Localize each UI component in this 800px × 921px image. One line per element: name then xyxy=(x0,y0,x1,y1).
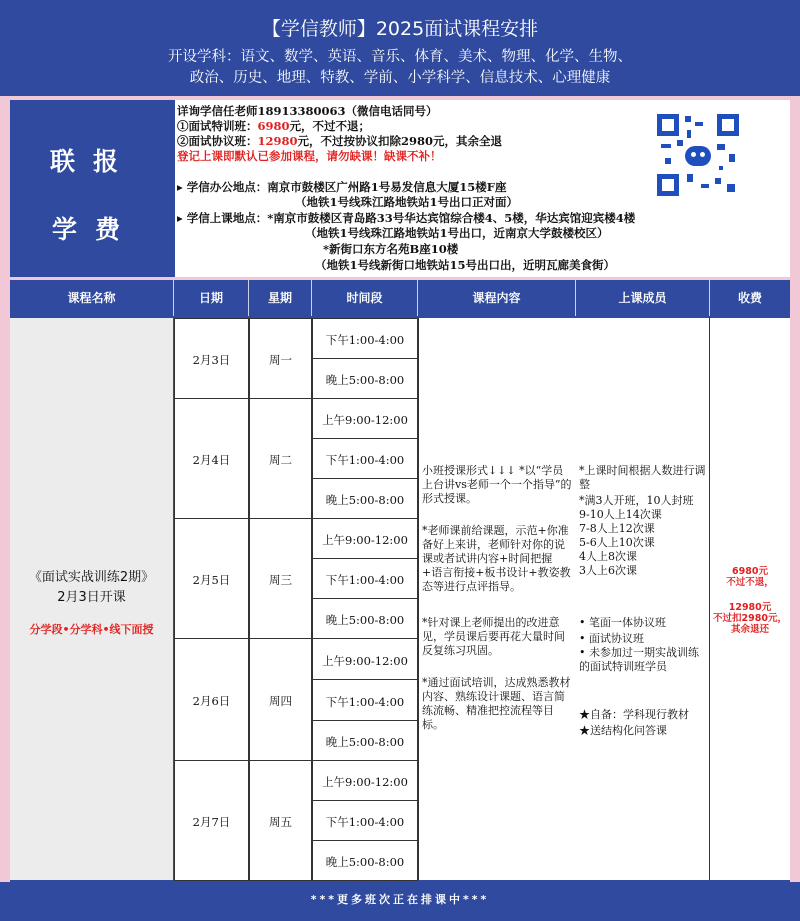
fee-cell xyxy=(710,318,790,880)
members-line: *满3人开班，10人封班 xyxy=(579,494,694,507)
members-line: • 面试协议班 xyxy=(579,632,644,645)
members-line: 7-8人上12次课 xyxy=(579,522,655,535)
members-cell xyxy=(576,318,710,880)
members-line: 9-10人上14次课 xyxy=(579,508,662,521)
time-slot: 晚上5:00-8:00 xyxy=(325,613,405,627)
tuition-label-line2: 学费 xyxy=(52,215,139,244)
header-date: 日期 xyxy=(174,280,249,316)
members-line: *上课时间根据人数进行调整 xyxy=(579,464,706,491)
course-content-cell xyxy=(418,318,577,880)
time-slot: 下午1:00-4:00 xyxy=(325,573,405,587)
members-line: • 笔面一体协议班 xyxy=(579,616,666,629)
subjects-line-2: 政治、历史、地理、特教、学前、小学科学、信息技术、心理健康 xyxy=(189,70,611,86)
time-slot: 上午9:00-12:00 xyxy=(322,775,408,789)
weekday-cell: 周四 xyxy=(269,694,292,708)
course-name: 《面试实战训练2期》 xyxy=(28,570,155,585)
date-cell: 2月7日 xyxy=(192,815,231,829)
class-location-1: ▸ 学信上课地点：*南京市鼓楼区青岛路33号华达宾馆综合楼4、5楼，华达宾馆迎宾楼4楼 xyxy=(177,211,636,225)
header-fee: 收费 xyxy=(737,291,762,305)
fee-line: 12980元 xyxy=(728,602,772,613)
class1-line xyxy=(177,119,370,134)
page-title: 【学信教师】2025面试课程安排 xyxy=(261,18,539,40)
date-cell: 2月4日 xyxy=(192,453,231,467)
tuition-info xyxy=(175,100,790,277)
class1-suffix: 元，不过不退； xyxy=(289,119,371,133)
time-slot: 下午1:00-4:00 xyxy=(325,815,405,829)
time-slot: 晚上5:00-8:00 xyxy=(325,493,405,507)
time-slot: 下午1:00-4:00 xyxy=(325,453,405,467)
members-line: ★自备：学科现行教材 xyxy=(579,708,689,721)
contact-line: 详询学信任老师18913380063（微信电话同号） xyxy=(177,104,438,118)
fee-line: 6980元 xyxy=(732,566,768,577)
course-tags: 分学段•分学科•线下面授 xyxy=(29,623,154,636)
time-slot: 上午9:00-12:00 xyxy=(322,533,408,547)
header-course-name: 课程名称 xyxy=(10,280,174,316)
pink-border-left xyxy=(0,96,10,882)
class-location-2-metro: （地铁1号线新街口地铁站15号出口出，近明瓦廊美食街） xyxy=(315,258,616,272)
time-slot: 下午1:00-4:00 xyxy=(325,695,405,709)
members-line: 3人上6次课 xyxy=(579,564,637,577)
content-paragraph-2: *老师课前给课题，示范+你准备好上来讲，老师针对你的说课或者试讲内容+时间把握+语言衔接+板书设计+教姿教态等进行点评指导。 xyxy=(422,524,571,593)
tuition-label xyxy=(10,100,173,277)
weekday-cell: 周一 xyxy=(269,353,292,367)
header-weekday: 星期 xyxy=(249,280,312,316)
content-paragraph-4: *通过面试培训，达成熟悉教材内容、熟练设计课题、语言简练流畅、精准把控流程等目标。 xyxy=(422,676,571,731)
class2-suffix: 元，不过按协议扣除2980元，其余全退 xyxy=(297,134,503,148)
time-slot: 下午1:00-4:00 xyxy=(325,333,405,347)
time-slot: 上午9:00-12:00 xyxy=(322,654,408,668)
wechat-qr-code-icon xyxy=(657,114,739,196)
class1-prefix: ①面试特训班： xyxy=(177,119,258,133)
date-cell: 2月3日 xyxy=(192,353,231,367)
office-metro: （地铁1号线珠江路地铁站1号出口正对面） xyxy=(295,195,519,209)
page-header xyxy=(0,0,800,96)
time-slot: 上午9:00-12:00 xyxy=(322,413,408,427)
weekday-cell: 周五 xyxy=(269,815,292,829)
date-cell: 2月6日 xyxy=(192,694,231,708)
members-line: ★送结构化问答课 xyxy=(579,724,667,737)
content-paragraph-1: 小班授课形式↓↓↓ *以“学员上台讲vs老师一个一个指导”的形式授课。 xyxy=(422,464,572,505)
tuition-label-line1: 联报 xyxy=(50,147,137,176)
time-slot: 晚上5:00-8:00 xyxy=(325,373,405,387)
class1-price: 6980 xyxy=(257,119,290,133)
pink-border-right xyxy=(790,96,800,882)
fee-line: 其余退还 xyxy=(730,624,769,635)
class-location-2: *新街口东方名苑B座10楼 xyxy=(323,242,459,256)
time-slot: 晚上5:00-8:00 xyxy=(325,855,405,869)
weekday-cell: 周二 xyxy=(269,453,292,467)
fee-line: 不过扣2980元， xyxy=(713,613,787,624)
class2-price: 12980 xyxy=(257,134,298,148)
course-name-cell xyxy=(10,318,173,880)
header-time-slot: 时间段 xyxy=(312,280,418,316)
table-header xyxy=(10,280,790,316)
members-line: 5-6人上10次课 xyxy=(579,536,655,549)
content-paragraph-3: *针对课上老师提出的改进意见，学员课后要再花大量时间反复练习巩固。 xyxy=(422,616,565,657)
header-members: 上课成员 xyxy=(576,280,710,316)
class2-prefix: ②面试协议班： xyxy=(177,134,258,148)
members-line: • 未参加过一期实战训练的面试特训班学员 xyxy=(579,646,699,673)
subjects-line-1: 开设学科：语文、数学、英语、音乐、体育、美术、物理、化学、生物、 xyxy=(168,49,632,65)
notice-line: 登记上课即默认已参加课程，请勿缺课！缺课不补！ xyxy=(177,149,442,163)
header-content: 课程内容 xyxy=(418,280,576,316)
date-cell: 2月5日 xyxy=(192,573,231,587)
footer-banner: ***更多班次正在排课中*** xyxy=(0,882,800,921)
class-location-1-metro: （地铁1号线珠江路地铁站1号出口，近南京大学鼓楼校区） xyxy=(305,226,609,240)
fee-line: 不过不退， xyxy=(726,577,774,588)
course-start: 2月3日开课 xyxy=(57,590,126,605)
weekday-cell: 周三 xyxy=(269,573,292,587)
members-line: 4人上8次课 xyxy=(579,550,637,563)
time-slot: 晚上5:00-8:00 xyxy=(325,735,405,749)
office-address: ▸ 学信办公地点：南京市鼓楼区广州路1号易发信息大厦15楼F座 xyxy=(177,180,507,194)
class2-line xyxy=(177,134,502,149)
